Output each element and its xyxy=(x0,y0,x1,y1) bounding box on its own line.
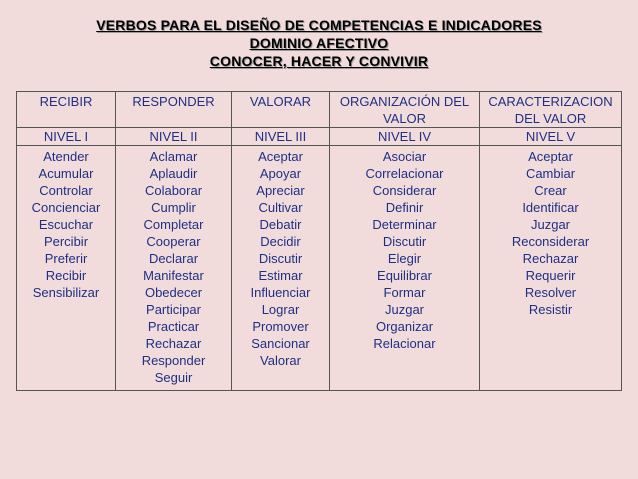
verb-item: Preferir xyxy=(44,251,88,266)
verb-item: Formar xyxy=(383,285,426,300)
verb-item: Lograr xyxy=(261,302,300,317)
verb-item: Rechazar xyxy=(145,336,202,351)
verb-item: Atender xyxy=(43,149,89,164)
verb-item: Sensibilizar xyxy=(32,285,100,300)
verb-item: Organizar xyxy=(375,319,434,334)
level-row xyxy=(17,128,622,146)
verb-item: Considerar xyxy=(372,183,437,198)
title-main: VERBOS PARA EL DISEÑO DE COMPETENCIAS E INDICADORES xyxy=(96,17,542,33)
verb-item: Seguir xyxy=(154,370,193,385)
verb-item: Concienciar xyxy=(31,200,101,215)
verb-item: Definir xyxy=(385,200,424,215)
verb-item: Responder xyxy=(141,353,206,368)
column-header: RESPONDER xyxy=(116,92,232,128)
verb-item: Colaborar xyxy=(144,183,203,198)
verb-item: Cumplir xyxy=(151,200,196,215)
verb-item: Discutir xyxy=(382,234,427,249)
verb-item: Apreciar xyxy=(256,183,305,198)
verb-item: Promover xyxy=(252,319,309,334)
verb-item: Reconsiderar xyxy=(511,234,590,249)
verb-item: Asociar xyxy=(382,149,427,164)
verb-item: Acumular xyxy=(38,166,94,181)
level-label: NIVEL IV xyxy=(330,128,480,146)
verb-item: Completar xyxy=(143,217,204,232)
title-block xyxy=(0,16,638,70)
verb-item: Aplaudir xyxy=(149,166,198,181)
header-row xyxy=(17,92,622,128)
verbs-row xyxy=(17,146,622,391)
verb-item: Sancionar xyxy=(251,336,310,351)
verb-item: Valorar xyxy=(260,353,301,368)
level-label: NIVEL II xyxy=(116,128,232,146)
verb-item: Percibir xyxy=(43,234,89,249)
verb-column xyxy=(480,146,622,391)
verb-item: Influenciar xyxy=(250,285,311,300)
verb-column xyxy=(232,146,330,391)
verb-item: Aceptar xyxy=(258,149,303,164)
verb-item: Controlar xyxy=(39,183,93,198)
verb-item: Estimar xyxy=(258,268,303,283)
verb-item: Manifestar xyxy=(143,268,204,283)
verb-column xyxy=(17,146,116,391)
verb-item: Juzgar xyxy=(384,302,425,317)
verb-item: Debatir xyxy=(259,217,302,232)
verb-item: Correlacionar xyxy=(365,166,444,181)
verb-column xyxy=(330,146,480,391)
title-domain: DOMINIO AFECTIVO xyxy=(249,35,389,51)
verb-item: Resolver xyxy=(524,285,577,300)
verb-item: Relacionar xyxy=(373,336,436,351)
verb-item: Rechazar xyxy=(522,251,579,266)
verb-item: Participar xyxy=(146,302,201,317)
verb-item: Decidir xyxy=(260,234,301,249)
verb-column xyxy=(116,146,232,391)
verb-item: Aceptar xyxy=(528,149,573,164)
verb-item: Practicar xyxy=(147,319,200,334)
level-label: NIVEL V xyxy=(480,128,622,146)
verbs-table xyxy=(16,91,622,391)
level-label: NIVEL III xyxy=(232,128,330,146)
verb-item: Determinar xyxy=(372,217,437,232)
verb-item: Cooperar xyxy=(146,234,201,249)
verb-item: Apoyar xyxy=(259,166,302,181)
verb-item: Requerir xyxy=(525,268,576,283)
column-header: VALORAR xyxy=(232,92,330,128)
column-header: ORGANIZACIÓN DEL VALOR xyxy=(330,92,480,128)
title-subtitle: CONOCER, HACER Y CONVIVIR xyxy=(209,53,429,69)
column-header: CARACTERIZACION DEL VALOR xyxy=(480,92,622,128)
verb-item: Crear xyxy=(534,183,567,198)
verb-item: Aclamar xyxy=(149,149,198,164)
verb-item: Discutir xyxy=(258,251,303,266)
column-header: RECIBIR xyxy=(17,92,116,128)
verb-item: Identificar xyxy=(522,200,579,215)
verb-item: Recibir xyxy=(45,268,87,283)
verb-item: Juzgar xyxy=(530,217,571,232)
verb-item: Resistir xyxy=(528,302,573,317)
verb-item: Obedecer xyxy=(144,285,203,300)
verb-item: Cultivar xyxy=(258,200,303,215)
verb-item: Declarar xyxy=(148,251,199,266)
level-label: NIVEL I xyxy=(17,128,116,146)
verb-item: Elegir xyxy=(387,251,422,266)
verb-item: Equilibrar xyxy=(377,268,432,283)
verb-item: Cambiar xyxy=(525,166,576,181)
verb-item: Escuchar xyxy=(38,217,94,232)
